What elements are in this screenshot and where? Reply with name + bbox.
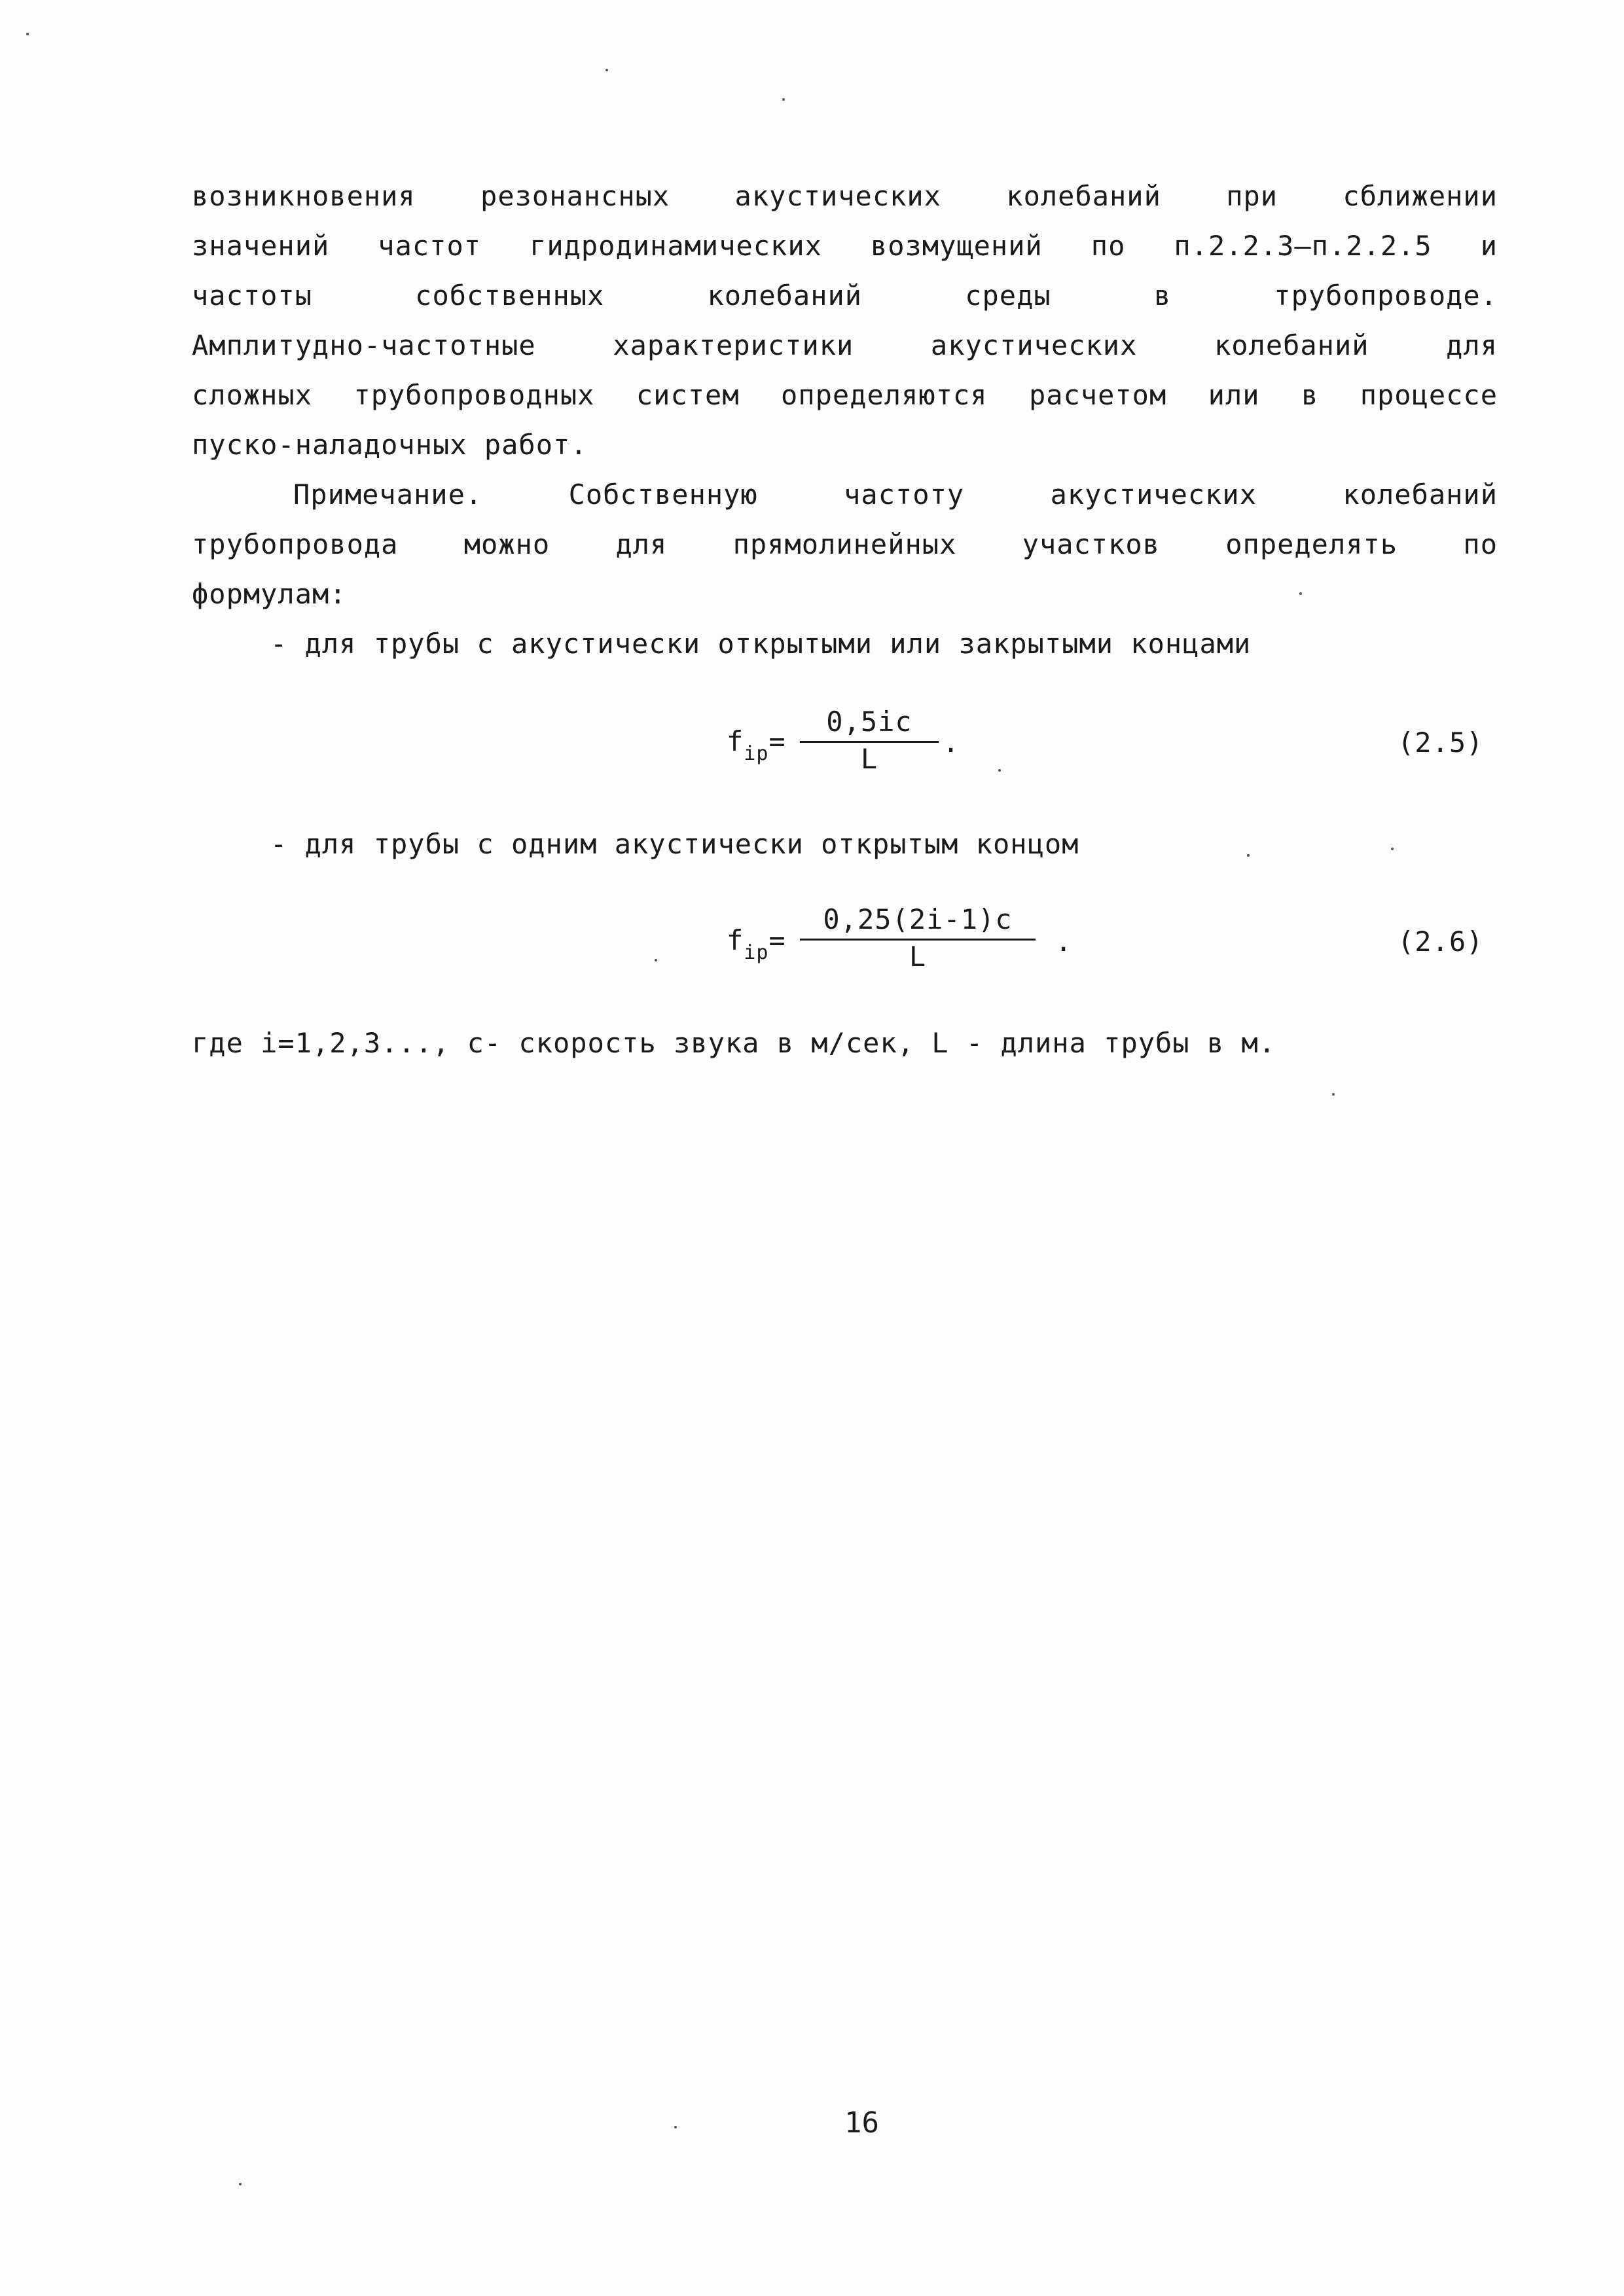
scan-speck [1332,1093,1335,1096]
scan-speck [1299,592,1302,595]
scan-speck [998,769,1001,772]
paragraph-line: сложных трубопроводных систем определяются расчетом или в процессе [192,379,1498,411]
scan-speck [655,959,657,961]
scan-speck [605,69,608,71]
paragraph-line: частоты собственных колебаний среды в трубопроводе. [192,279,1498,312]
scan-speck [782,98,785,101]
equation-number: (2.5) [1398,726,1484,759]
note-line: формулам: [192,578,347,610]
paragraph-line: пуско-наладочных работ. [192,429,588,461]
note-line: Примечание. Собственную частоту акустических колебаний [293,478,1498,511]
formula-tail: . [943,726,960,759]
paragraph-line: возникновения резонансных акустических колебаний при сближении [192,180,1498,212]
formula-lhs [727,725,786,765]
formula-lhs-subscript: ip [744,742,769,765]
paragraph-line: Амплитудно-частотные характеристики акустических колебаний для [192,329,1498,361]
formula-lhs-subscript: ip [744,941,769,964]
formula-fraction [800,903,1036,973]
scan-speck [26,33,29,35]
formula-denominator: L [909,941,927,973]
case-open-closed-text: - для трубы с акустически открытыми или закрытыми концами [270,628,1252,660]
paragraph-line: значений частот гидродинамических возмущений по п.2.2.3–п.2.2.5 и [192,230,1498,262]
formula-lhs-base: f [727,924,744,956]
formula-lhs-base: f [727,725,744,757]
formula-denominator: L [860,743,878,775]
formula-lhs [727,924,786,964]
scan-speck [1247,854,1250,857]
legend-text: где i=1,2,3..., c- скорость звука в м/сек, L - длина трубы в м. [192,1027,1276,1059]
scan-speck [1391,848,1394,850]
case-one-open-text: - для трубы с одним акустически открытым концом [270,828,1079,860]
formula-equals: = [768,924,786,956]
equation-number: (2.6) [1398,925,1484,958]
formula-equals: = [768,725,786,757]
formula-numerator: 0,25(2i-1)c [823,903,1013,935]
note-line: трубопровода можно для прямолинейных участков определять по [192,528,1498,560]
formula-numerator: 0,5ic [826,706,912,738]
formula-fraction [800,706,939,776]
page-number: 16 [844,2106,879,2140]
formula-tail: . [1055,925,1073,958]
scan-speck [239,2183,242,2185]
scan-speck [674,2126,677,2128]
